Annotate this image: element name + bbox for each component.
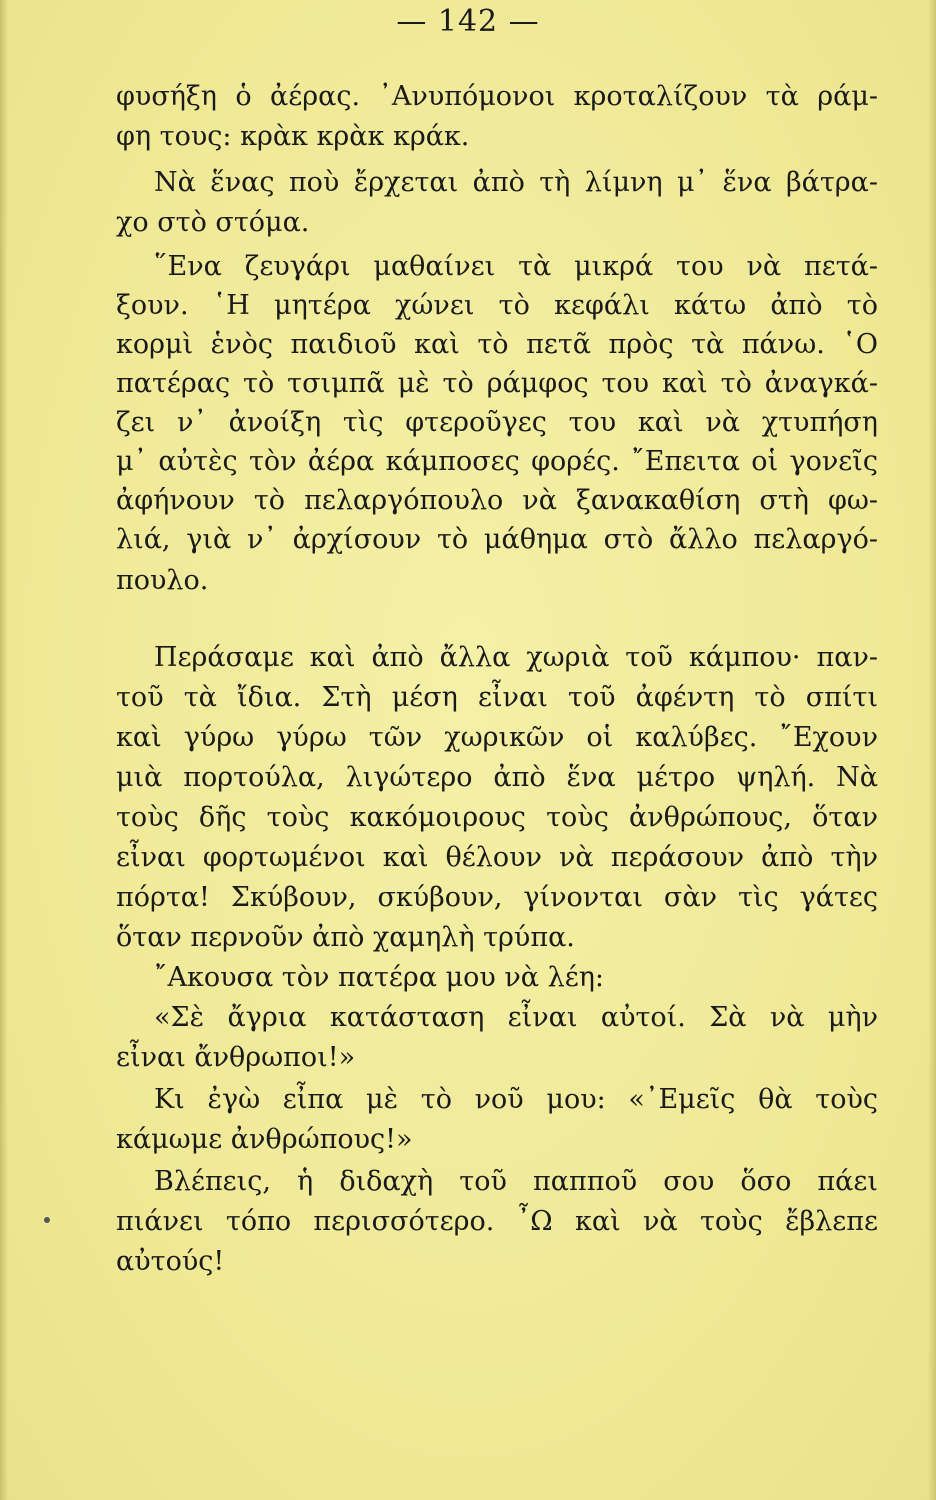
text-line: πουλο. xyxy=(116,565,209,596)
text-line: τοῦ τὰ ἴδια. Στὴ μέση εἶναι τοῦ ἀφέντη τὸ σπίτι xyxy=(116,682,878,713)
text-line: ξουν. ῾Η μητέρα χώνει τὸ κεφάλι κάτω ἀπὸ τὸ xyxy=(116,290,878,321)
text-line: Κι ἐγὼ εἶπα μὲ τὸ νοῦ μου: «᾽Εμεῖς θὰ τοὺς xyxy=(154,1084,878,1115)
text-line: πατέρας τὸ τσιμπᾶ μὲ τὸ ράμφος του καὶ τὸ ἀναγκά- xyxy=(116,368,878,399)
page-right-edge xyxy=(928,0,936,1500)
text-line: φη τους: κρὰκ κρὰκ κράκ. xyxy=(116,121,470,152)
margin-mark xyxy=(44,1217,50,1223)
text-line: ῞Ενα ζευγάρι μαθαίνει τὰ μικρά του νὰ πετά- xyxy=(154,251,878,282)
text-line: αὐτούς! xyxy=(116,1246,225,1277)
text-line: ζει ν᾽ ἀνοίξη τὶς φτεροῦγες του καὶ νὰ χτυπήση xyxy=(116,407,878,438)
text-line: μ᾽ αὐτὲς τὸν ἀέρα κάμποσες φορές. ῎Επειτα οἱ γονεῖς xyxy=(116,446,878,477)
text-line: πιάνει τόπο περισσότερο. ῏Ω καὶ νὰ τοὺς ἔβλεπε xyxy=(116,1206,878,1237)
text-line: Περάσαμε καὶ ἀπὸ ἄλλα χωριὰ τοῦ κάμπου· παν- xyxy=(154,642,878,673)
text-line: εἶναι φορτωμένοι καὶ θέλουν νὰ περάσουν ἀπὸ τὴν xyxy=(116,842,878,873)
text-line: καὶ γύρω γύρω τῶν χωρικῶν οἱ καλύβες. ῎Εχουν xyxy=(116,722,878,753)
page-left-edge xyxy=(0,0,8,1500)
text-line: μιὰ πορτούλα, λιγώτερο ἀπὸ ἕνα μέτρο ψηλή. Νὰ xyxy=(116,762,878,793)
text-line: φυσήξη ὁ ἀέρας. ᾽Ανυπόμονοι κροταλίζουν τὰ ράμ- xyxy=(116,81,878,112)
text-line: ῎Ακουσα τὸν πατέρα μου νὰ λέη: xyxy=(154,962,604,993)
text-line: κορμὶ ἑνὸς παιδιοῦ καὶ τὸ πετᾶ πρὸς τὰ πάνω. ῾Ο xyxy=(116,329,878,360)
text-line: πόρτα! Σκύβουν, σκύβουν, γίνονται σὰν τὶς γάτες xyxy=(116,882,878,913)
text-line: Βλέπεις, ἡ διδαχὴ τοῦ παπποῦ σου ὅσο πάει xyxy=(154,1166,878,1197)
text-line: Νὰ ἕνας ποὺ ἔρχεται ἀπὸ τὴ λίμνη μ᾽ ἕνα βάτρα- xyxy=(154,167,878,198)
text-line: «Σὲ ἄγρια κατάσταση εἶναι αὐτοί. Σὰ νὰ μὴν xyxy=(154,1002,878,1033)
text-line: τοὺς δῆς τοὺς κακόμοιρους τοὺς ἀνθρώπους, ὅταν xyxy=(116,802,878,833)
text-line: χο στὸ στόμα. xyxy=(116,207,310,238)
text-line: ἀφήνουν τὸ πελαργόπουλο νὰ ξανακαθίση στὴ φω- xyxy=(116,485,878,516)
text-line: ὅταν περνοῦν ἀπὸ χαμηλὴ τρύπα. xyxy=(116,922,575,953)
text-line: κάμωμε ἀνθρώπους!» xyxy=(116,1124,413,1155)
text-line: εἶναι ἄνθρωποι!» xyxy=(116,1042,356,1073)
page-number: — 142 — xyxy=(396,4,540,39)
text-line: λιά, γιὰ ν᾽ ἀρχίσουν τὸ μάθημα στὸ ἄλλο πελαργό- xyxy=(116,524,878,555)
